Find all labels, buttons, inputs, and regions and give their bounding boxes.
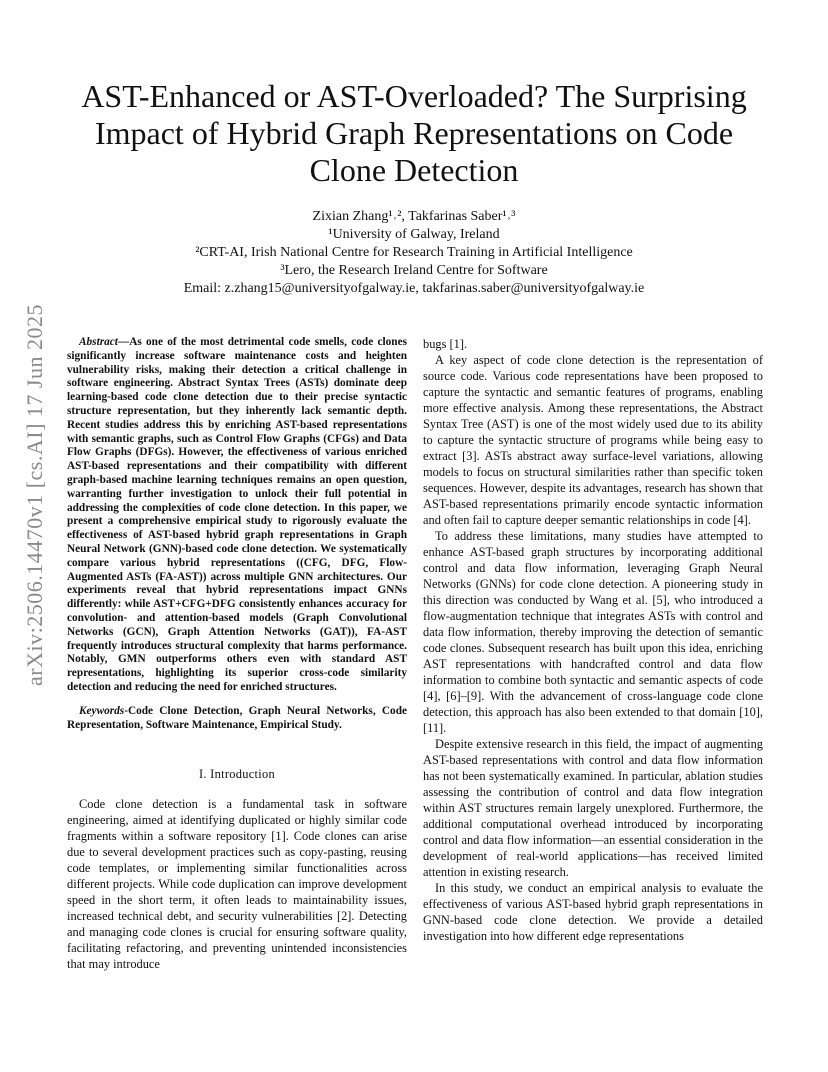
- author-block: [60, 208, 768, 298]
- body-paragraph: In this study, we conduct an empirical analysis to evaluate the effectiveness of various AST-based hybrid graph representations in GNN-based code clone detection. We provide a detailed investigation into how different edge representations: [423, 881, 763, 943]
- body-paragraph: Despite extensive research in this field, the impact of augmenting AST-based representations with control and data flow information has not been systematically examined. In particular, ablation studies assessing the contribution of control and data flow integration within AST structures remain largely unexplored. Furthermore, the additional computational overhead introduced by incorporating control and data flow information—an essential consideration in the development of real-world applications—has received limited attention in existing research.: [423, 737, 763, 879]
- arxiv-identifier: [12, 305, 58, 685]
- affiliation-1: ¹University of Galway, Ireland: [328, 227, 500, 242]
- body-paragraph: bugs [1].: [423, 337, 468, 351]
- arxiv-identifier-text: arXiv:2506.14470v1 [cs.AI] 17 Jun 2025: [22, 304, 47, 686]
- abstract-text: —As one of the most detrimental code smells, code clones significantly increase software maintenance costs and heighten vulnerability risks, making their detection a critical challenge in software engineering. Abstract Syntax Trees (ASTs) dominate deep learning-based code clone detection due to their precise syntactic structure representation, but they inherently lack semantic depth. Recent studies address this by enriching AST-based representations with semantic graphs, such as Control Flow Graphs (CFGs) and Data Flow Graphs (DFGs). However, the effectiveness of various enriched AST-based representations and their compatibility with different graph-based machine learning techniques remains an open question, warranting further investigation to unlock their full potential in addressing the complexities of code clone detection. In this paper, we present a comprehensive empirical study to rigorously evaluate the effectiveness of AST-based hybrid graph representations in Graph Neural Network (GNN)-based code clone detection. We systematically compare various hybrid representations ((CFG, DFG, Flow-Augmented ASTs (FA-AST)) across multiple GNN architectures. Our experiments reveal that hybrid representations impact GNNs differently: while AST+CFG+DFG consistently enhances accuracy for convolution- and attention-based models (Graph Convolutional Networks (GCN), Graph Attention Networks (GAT)), FA-AST frequently introduces structural complexity that harms performance. Notably, GMN outperforms others even with standard AST representations, highlighting its superior cross-code similarity detection and reducing the need for enriched structures.: [67, 336, 407, 693]
- keywords-label: Keywords: [79, 704, 125, 717]
- body-paragraph: To address these limitations, many studies have attempted to enhance AST-based graph structures by incorporating additional control and data flow information, leveraging Graph Neural Networks (GNNs) for code clone detection. A pioneering study in this direction was conducted by Wang et al. [5], who introduced a flow-augmentation technique that integrates ASTs with control and data flow information, thereby improving the detection of semantic code clones. Subsequent research has built upon this idea, enriching AST representations with handcrafted control and data flow information to combine both syntactic and semantic aspects of code [4], [6]–[9]. With the advancement of cross-language code clone detection, this approach has also been extended to that domain [10], [11].: [423, 529, 763, 735]
- affiliation-3: ³Lero, the Research Ireland Centre for Software: [280, 263, 548, 278]
- keywords-text: -Code Clone Detection, Graph Neural Networks, Code Representation, Software Maintenance, Empirical Study.: [67, 704, 407, 731]
- affiliation-2: ²CRT-AI, Irish National Centre for Research Training in Artificial Intelligence: [195, 245, 633, 260]
- paper-title: AST-Enhanced or AST-Overloaded? The Surprising Impact of Hybrid Graph Representations on Code Clone Detection: [81, 78, 747, 188]
- section-heading: I. Introduction: [198, 767, 276, 782]
- author-names: Zixian Zhang¹˒², Takfarinas Saber¹˒³: [312, 209, 516, 224]
- keywords: [67, 705, 407, 733]
- right-column: [423, 336, 763, 944]
- abstract-label: Abstract: [79, 336, 118, 348]
- abstract: [67, 336, 407, 695]
- author-email: Email: z.zhang15@universityofgalway.ie, takfarinas.saber@universityofgalway.ie: [183, 281, 645, 296]
- body-paragraph: Code clone detection is a fundamental task in software engineering, aimed at identifying duplicated or highly similar code fragments within a software repository [1]. Code clones can arise due to several development practices such as copy-pasting, reusing code templates, or implementing similar functionalities across different projects. While code duplication can improve development speed in the short term, it often leads to maintainability issues, increased technical debt, and security vulnerabilities [2]. Detecting and managing code clones is crucial for ensuring software quality, facilitating refactoring, and preventing unintended inconsistencies that may introduce: [67, 797, 407, 972]
- body-paragraph: A key aspect of code clone detection is the representation of source code. Various code representations have been proposed to capture the syntactic and semantic features of programs, enabling more effective analysis. Among these representations, the Abstract Syntax Tree (AST) is one of the most widely used due to its ability to capture the syntactic structure of programs while being easy to extract [3]. ASTs abstract away surface-level variations, allowing models to focus on structural similarities rather than specific token sequences. However, despite its advantages, research has shown that AST-based representations primarily encode syntactic information and often fail to capture deeper semantic relationships in code [4].: [423, 353, 763, 527]
- left-column: [67, 336, 407, 972]
